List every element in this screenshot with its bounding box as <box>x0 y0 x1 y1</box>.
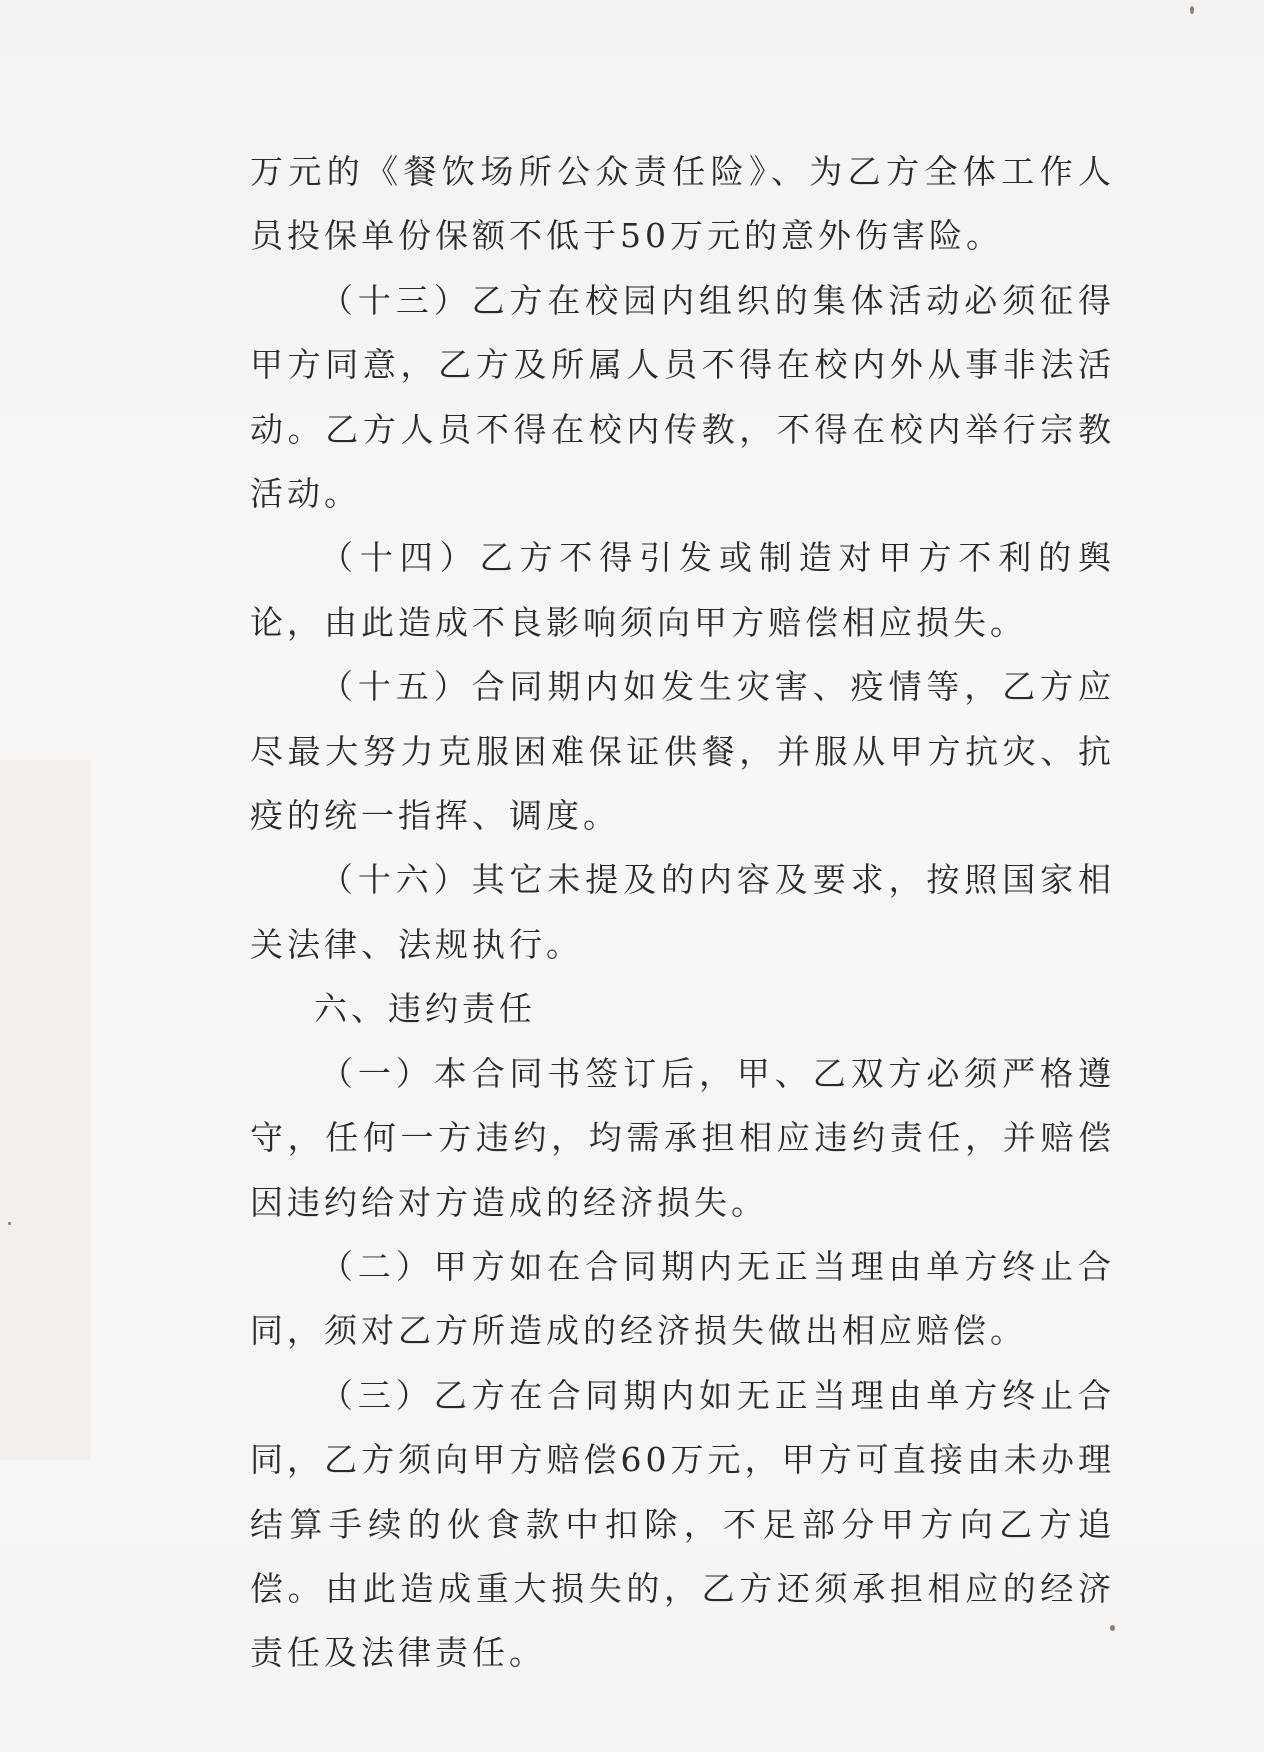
paragraph-breach-2: （二）甲方如在合同期内无正当理由单方终止合同，须对乙方所造成的经济损失做出相应赔偿。 <box>250 1246 1115 1351</box>
scan-speck <box>8 1222 11 1225</box>
paragraph-breach-1: （一）本合同书签订后，甲、乙双方必须严格遵守，任何一方违约，均需承担相应违约责任，并赔偿因违约给对方造成的经济损失。 <box>250 1053 1115 1222</box>
paragraph-breach-3: （三）乙方在合同期内如无正当理由单方终止合同，乙方须向甲方赔偿60万元，甲方可直接由未办理结算手续的伙食款中扣除，不足部分甲方向乙方追偿。由此造成重大损失的，乙方还须承担相应的经济责任及法律责任。 <box>250 1375 1115 1673</box>
paragraph-insurance: 万元的《餐饮场所公众责任险》、为乙方全体工作人员投保单份保额不低于50万元的意外伤害险。 <box>250 152 1115 256</box>
paragraph-item-13: （十三）乙方在校园内组织的集体活动必须征得甲方同意，乙方及所属人员不得在校内外从事非法活动。乙方人员不得在校内传教，不得在校内举行宗教活动。 <box>250 280 1115 514</box>
paper-stain <box>0 760 90 1460</box>
document-body <box>250 140 1115 1686</box>
paragraph-item-16: （十六）其它未提及的内容及要求，按照国家相关法律、法规执行。 <box>250 860 1115 964</box>
section-heading-breach: 六、违约责任 <box>314 989 536 1029</box>
scan-speck <box>1190 6 1194 14</box>
paragraph-item-15: （十五）合同期内如发生灾害、疫情等，乙方应尽最大努力克服困难保证供餐，并服从甲方抗灾、抗疫的统一指挥、调度。 <box>250 667 1115 836</box>
paragraph-item-14: （十四）乙方不得引发或制造对甲方不利的舆论，由此造成不良影响须向甲方赔偿相应损失。 <box>250 538 1115 642</box>
